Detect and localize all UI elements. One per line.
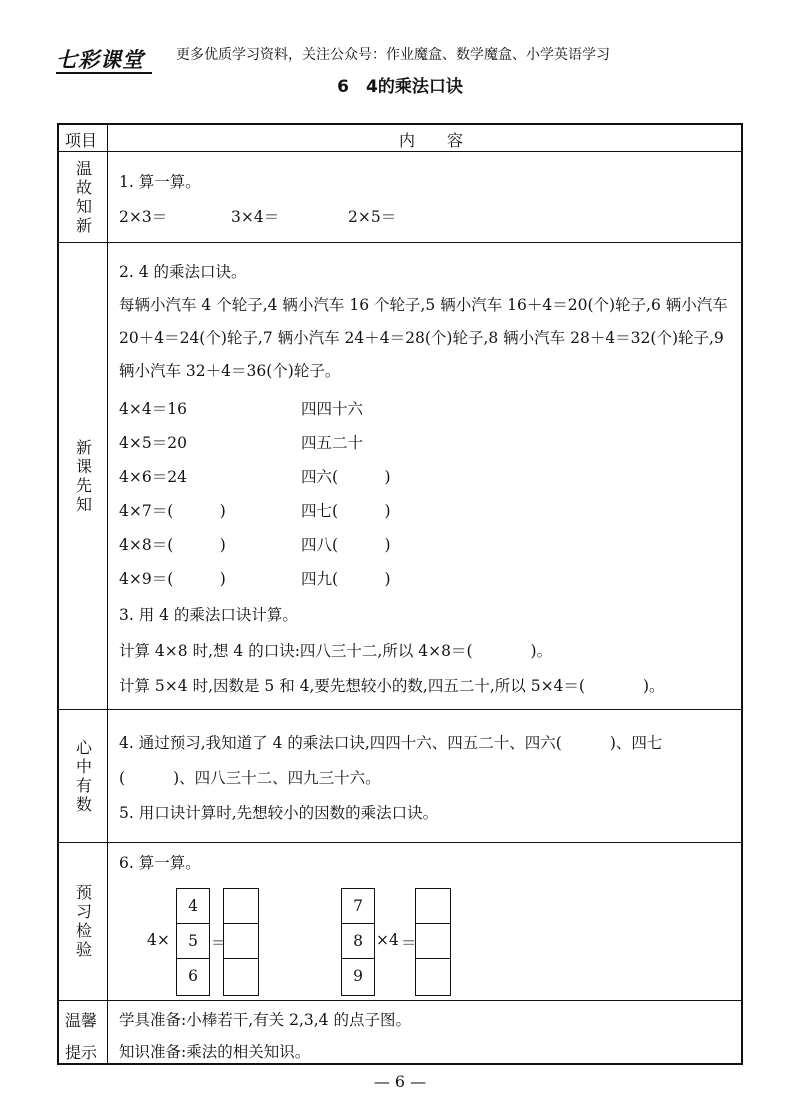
tip-line-1: 学具准备:小棒若干,有关 2,3,4 的点子图。	[119, 1011, 411, 1029]
rhyme-row: 四八( )	[301, 536, 391, 554]
rhyme-row: 四七( )	[301, 502, 391, 520]
section-label-check: 预习检验	[73, 883, 93, 960]
left-number-column	[176, 888, 210, 996]
number-cell: 7	[342, 889, 374, 924]
rhyme-row: 四四十六	[301, 400, 364, 418]
summary-line-1: 4. 通过预习,我知道了 4 的乘法口诀,四四十六、四五二十、四六( )、四七	[119, 734, 663, 752]
equation-row: 4×5＝20	[119, 434, 187, 452]
answer-cell[interactable]	[416, 959, 450, 994]
number-cell: 9	[353, 967, 363, 985]
answer-cell[interactable]	[416, 924, 450, 959]
header-content: 内 容	[399, 131, 464, 150]
row-divider	[59, 1000, 741, 1001]
section-label-preview: 新课先知	[73, 438, 93, 515]
page-number: — 6 —	[373, 1072, 427, 1091]
answer-cell[interactable]	[224, 924, 258, 959]
expression-3: 2×5＝	[348, 208, 397, 226]
question-2: 2. 4 的乘法口诀。	[119, 263, 247, 281]
section-label-summary: 心中有数	[73, 738, 93, 815]
column-divider	[107, 125, 108, 1063]
expression-2: 3×4＝	[231, 208, 280, 226]
tips-label-2: 提示	[65, 1043, 98, 1062]
calc-line-1: 计算 4×8 时,想 4 的口诀:四八三十二,所以 4×8＝( )。	[119, 642, 553, 660]
equation-row: 4×8＝( )	[119, 536, 226, 554]
section-label-review: 温故知新	[73, 159, 93, 236]
left-answer-column	[223, 888, 259, 996]
number-cell: 6	[188, 967, 198, 985]
paragraph-line-1: 每辆小汽车 4 个轮子,4 辆小汽车 16 个轮子,5 辆小汽车 16＋4＝20(个)轮子,6 辆小汽车	[119, 296, 728, 314]
rhyme-row: 四六( )	[301, 468, 391, 486]
page-title: 6 4的乘法口诀	[337, 77, 463, 97]
left-equals: ＝	[211, 934, 227, 952]
number-cell: 8	[342, 924, 374, 959]
question-1: 1. 算一算。	[119, 173, 201, 191]
tip-line-2: 知识准备:乘法的相关知识。	[119, 1043, 311, 1061]
right-equals: ＝	[401, 934, 417, 952]
rhyme-row: 四九( )	[301, 570, 391, 588]
header-note: 更多优质学习资料，关注公众号：作业魔盒、数学魔盒、小学英语学习	[176, 47, 610, 63]
row-divider	[59, 242, 741, 243]
paragraph-line-3: 辆小汽车 32＋4＝36(个)轮子。	[119, 362, 341, 380]
worksheet-table	[57, 123, 743, 1065]
equation-row: 4×9＝( )	[119, 570, 226, 588]
right-multiplier: ×4	[376, 931, 399, 949]
expression-1: 2×3＝	[119, 208, 168, 226]
row-divider	[59, 842, 741, 843]
number-cell: 4	[177, 889, 209, 924]
left-multiplier: 4×	[147, 931, 170, 949]
number-cell: 5	[177, 924, 209, 959]
answer-cell[interactable]	[416, 889, 450, 924]
paragraph-line-2: 20＋4＝24(个)轮子,7 辆小汽车 24＋4＝28(个)轮子,8 辆小汽车 28＋4＝32(个)轮子,9	[119, 329, 724, 347]
brand-logo: 七彩课堂	[56, 47, 144, 72]
right-answer-column	[415, 888, 451, 996]
equation-row: 4×7＝( )	[119, 502, 226, 520]
row-divider	[59, 151, 741, 152]
summary-line-3: 5. 用口诀计算时,先想较小的因数的乘法口诀。	[119, 804, 439, 822]
calc-line-2: 计算 5×4 时,因数是 5 和 4,要先想较小的数,四五二十,所以 5×4＝( )。	[119, 677, 665, 695]
question-3: 3. 用 4 的乘法口诀计算。	[119, 606, 298, 624]
answer-cell[interactable]	[224, 889, 258, 924]
question-6: 6. 算一算。	[119, 854, 201, 872]
row-divider	[59, 709, 741, 710]
equation-row: 4×4＝16	[119, 400, 187, 418]
tips-label-1: 温馨	[65, 1011, 98, 1030]
right-number-column	[341, 888, 375, 996]
rhyme-row: 四五二十	[301, 434, 364, 452]
summary-line-2: ( )、四八三十二、四九三十六。	[119, 769, 381, 787]
header-item: 项目	[65, 131, 98, 150]
answer-cell[interactable]	[224, 959, 258, 994]
equation-row: 4×6＝24	[119, 468, 187, 486]
